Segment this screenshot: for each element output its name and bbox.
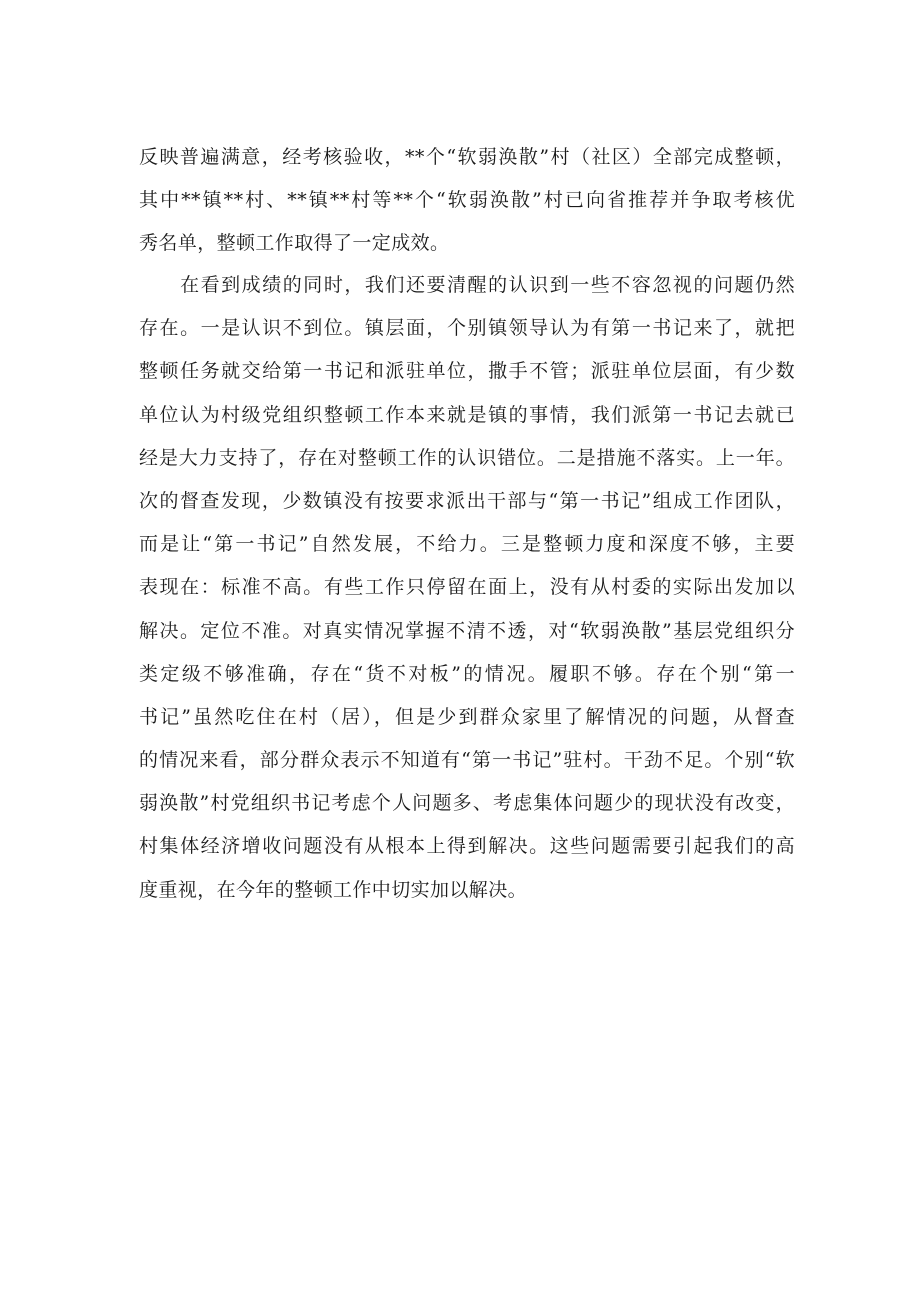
paragraph-line: 次的督查发现，少数镇没有按要求派出干部与“第一书记”组成工作团队， <box>139 489 795 512</box>
paragraph-1 <box>139 136 795 266</box>
paragraph-line: 而是让“第一书记”自然发展，不给力。三是整顿力度和深度不够，主要 <box>139 533 795 556</box>
paragraph-line: 的情况来看，部分群众表示不知道有“第一书记”驻村。干劲不足。个别“软 <box>139 749 795 772</box>
paragraph-line: 表现在：标准不高。有些工作只停留在面上，没有从村委的实际出发加以 <box>139 576 795 599</box>
paragraph-line: 存在。一是认识不到位。镇层面，个别镇领导认为有第一书记来了，就把 <box>139 317 795 340</box>
paragraph-line: 解决。定位不准。对真实情况掌握不清不透，对“软弱涣散”基层党组织分 <box>139 619 795 642</box>
paragraph-line: 秀名单，整顿工作取得了一定成效。 <box>139 232 450 255</box>
paragraph-line: 书记”虽然吃住在村（居），但是少到群众家里了解情况的问题，从督查 <box>139 705 795 728</box>
paragraph-line: 类定级不够准确，存在“货不对板”的情况。履职不够。存在个别“第一 <box>139 662 795 685</box>
paragraph-line: 单位认为村级党组织整顿工作本来就是镇的事情，我们派第一书记去就已 <box>139 403 795 426</box>
paragraph-line: 整顿任务就交给第一书记和派驻单位，撒手不管；派驻单位层面，有少数 <box>139 360 795 383</box>
paragraph-line: 其中**镇**村、**镇**村等**个“软弱涣散”村已向省推荐并争取考核优 <box>139 189 795 212</box>
paragraph-2 <box>139 264 795 912</box>
paragraph-line: 经是大力支持了，存在对整顿工作的认识错位。二是措施不落实。上一年。 <box>139 446 795 469</box>
paragraph-line: 度重视，在今年的整顿工作中切实加以解决。 <box>139 878 528 901</box>
paragraph-line: 反映普遍满意，经考核验收，**个“软弱涣散”村（社区）全部完成整顿， <box>139 146 795 168</box>
paragraph-line: 在看到成绩的同时，我们还要清醒的认识到一些不容忽视的问题仍然 <box>139 274 795 296</box>
paragraph-line: 弱涣散”村党组织书记考虑个人问题多、考虑集体问题少的现状没有改变， <box>139 792 795 815</box>
paragraph-line: 村集体经济增收问题没有从根本上得到解决。这些问题需要引起我们的高 <box>139 835 795 858</box>
